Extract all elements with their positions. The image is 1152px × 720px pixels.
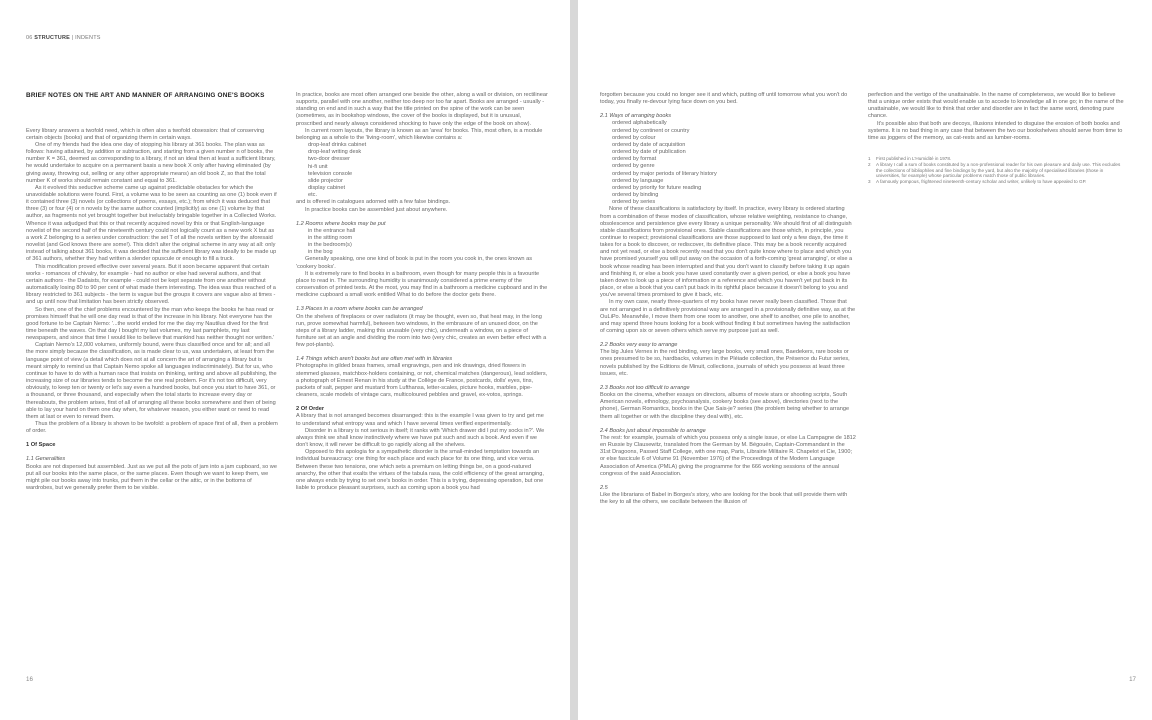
body-paragraph: Captain Nemo's 12,000 volumes, uniformly bound, were thus classified once and for all; and all the more simply because the classification, as is made clear to us, was undertaken, at least from the language point of view (a detail which does not at all concern the art of arranging a library but is meant simply to remind us that Captain Nemo spoke all languages indiscriminately). But for us, who continue to have to do with a human race that insists on thinking, writing and above all publishing, the increasing size of our libraries tends to become the one real problem. For it's not too difficult, very obviously, to keep ten or twenty or let's say even a hundred books, but once you start to have 361, or a thousand, or three thousand, and especially when the total starts to increase every day or thereabouts, the problem arises, first of all of arranging all these books somewhere and then of being able to lay your hand on them one day when, for whatever reason, you either want or need to read them at last or even to reread them. bbox=[26, 342, 277, 420]
footnote-text: A famously pompous, frightened nineteenth-century scholar and writer, unlikely to have appealed to GP. bbox=[876, 179, 1087, 185]
list-item: ordered by major periods of literary history bbox=[612, 170, 717, 177]
list-item: in the bog bbox=[308, 249, 333, 256]
col4-paragraphs bbox=[868, 92, 1126, 142]
list-item: two-door dresser bbox=[308, 156, 350, 163]
body-paragraph: In current room layouts, the library is known as an 'area' for books. This, most often, is a module belonging as a whole to the 'living-room', which likewise contains a: bbox=[296, 127, 543, 141]
things-text: Photographs in gilded brass frames, small engravings, pen and ink drawings, dried flowers in stemmed glasses, matchbox-holders containing, or not, chemical matches (dangerous), lead soldiers, a photograph of Ernest Renan in his study at the Collège de France, postcards, dolls' eyes, tins, packets of salt, pepper and mustard from Lufthansa, letter-scales, picture hooks, marbles, pipe-cleaners, scale models of vintage cars, multicoloured pebbles and gravel, ex-votos, springs. bbox=[296, 363, 548, 399]
generalities-text: Books are not dispersed but assembled. Just as we put all the pots of jam into a jam cupboard, so we put all our books into the same place, or the same places. Even though we want to keep them, we might pile our books away into trunks, put them in the cellar or the attic, or in the bottoms of wardrobes, but we generally prefer them to be visible. bbox=[26, 463, 277, 492]
subheading-easy: 2.2 Books very easy to arrange bbox=[600, 342, 678, 349]
col2-after-list bbox=[296, 199, 548, 213]
body-paragraph: Every library answers a twofold need, which is often also a twofold obsession: that of conserving certain objects (books) and that of organizing them in certain ways. bbox=[26, 127, 265, 141]
body-paragraph: None of these classifications is satisfactory by itself. In practice, every library is ordered starting from a combination of these modes of classification, whose relative weighting, resistance to change, obsolescence and persistence give every library a unique personality. We should first of all distinguish stable classifications from provisional ones. Stable classifications are those which, in principle, you continue to respect; provisional classifications are those supposed to last only a few days, the time it takes for a book to discover, or rediscover, its definitive place. This may be a book recently acquired and not yet read, or else a book recently read that you don't quite know where to place and which you have promised yourself you will put away on the occasion of a forth-coming 'great arranging', or else a book whose reading has been interrupted and that you don't want to classify before taking it up again and finishing it, or else a book you have used constantly over a given period, or else a book you have taken down to look up a piece of information or a reference and which you haven't yet put back in its place, or else a book that you can't put back in its rightful place because it doesn't belong to you and you've several times promised to give it back, etc. bbox=[600, 206, 853, 299]
list-item: ordered by colour bbox=[612, 134, 656, 141]
body-paragraph: As it evolved this seductive scheme came up against predictable obstacles for which the unavoidable solutions were found. First, a volume was to be seen as counting as one (1) book even if it contained three (3) novels (or collections of poems, essays, etc.); from which it was deduced that three (3) or four (4) or n novels by the same author counted (implicitly) as one (1) volume by that author, as fragments not yet brought together but ineluctably bringable together in a Collected Works. Whence it was adjudged that this or that recently acquired novel by this or that English-language novelist of the second half of the nineteenth century could not logically count as a new work X but as a work Z belonging to a series under construction: the set T of all the novels written by the aforesaid novelist (and God knows there are some!). This didn't alter the original scheme in any way at all: only instead of talking about 361 books, it was decided that the sufficient library was ideally to be made up of 361 authors, whether they had written a slender opuscule or enough to fill a truck. bbox=[26, 184, 277, 263]
col2-after-rooms bbox=[296, 256, 548, 299]
order-paragraphs bbox=[296, 413, 548, 492]
list-item: ordered by format bbox=[612, 156, 657, 163]
article-title: BRIEF NOTES ON THE ART AND MANNER OF ARRANGING ONE'S BOOKS bbox=[26, 92, 265, 99]
list-item: display cabinet bbox=[308, 185, 346, 192]
body-paragraph: It is extremely rare to find books in a bathroom, even though for many people this is a favourite place to read in. The surrounding humidity is unanimously considered a prime enemy of the conservation of printed texts. At the most, you may find in a bathroom a medicine cupboard and in the medicine cupboard a small work entitled What to do before the doctor gets there. bbox=[296, 270, 548, 299]
body-paragraph: Disorder in a library is not serious in itself; it ranks with 'Which drawer did I put my socks in?'. We always think we shall know instinctively where we have put such and such a book. And even if we don't know, it will never be difficult to go rapidly along all the shelves. bbox=[296, 427, 545, 449]
list-item: in the bedroom(s) bbox=[308, 242, 352, 249]
footnotes bbox=[868, 156, 1126, 185]
subheading-places: 1.3 Places in a room where books can be arranged bbox=[296, 306, 423, 313]
subsection-name: INDENTS bbox=[75, 35, 101, 41]
body-paragraph: Thus the problem of a library is shown to be twofold: a problem of space first of all, then a problem of order. bbox=[26, 421, 278, 435]
list-item: television console bbox=[308, 170, 353, 177]
list-item: ordered alphabetically bbox=[612, 120, 667, 127]
page-number-left: 16 bbox=[26, 676, 33, 683]
footnote-text: A library I call a sum of books constituted by a non-professional reader for his own pleasure and daily use. This excludes the collections of bibliophiles and fine bindings by the yard, but also the majority of specialised libraries (those in universities, for example) whose particular problems match those of public libraries. bbox=[876, 161, 1121, 179]
list-item: ordered by genre bbox=[612, 163, 655, 170]
body-paragraph: In practice, books are most often arranged one beside the other, along a wall or division, on rectilinear supports, parallel with one another, neither too deep nor too far apart. Books are arranged - usually - standing on end and in such a way that the title printed on the spine of the work can be seen (sometimes, as in bookshop windows, the cover of the books is displayed, but it is unusual, proscribed and nearly always considered shocking to have only the edge of the book on show). bbox=[296, 92, 548, 127]
list-item: ordered by language bbox=[612, 177, 664, 184]
list-item: ordered by series bbox=[612, 199, 656, 206]
rooms-list bbox=[296, 228, 548, 257]
list-item: ordered by binding bbox=[612, 192, 659, 199]
section-name: STRUCTURE bbox=[34, 35, 70, 41]
column-1 bbox=[26, 92, 278, 492]
subheading-ways: 2.1 Ways of arranging books bbox=[600, 113, 672, 120]
chapter-number: 06 bbox=[26, 35, 33, 41]
body-paragraph: It's possible also that both are decoys, illusions intended to disguise the erosion of both books and systems. It is no bad thing in any case that between the two our bookshelves should serve from time to time as joggers of the memory, as cat-rests and as lumber-rooms. bbox=[868, 120, 1123, 141]
column-4 bbox=[868, 92, 1126, 185]
section-heading-order: 2 Of Order bbox=[296, 406, 325, 413]
list-item: drop-leaf drinks cabinet bbox=[308, 142, 367, 149]
right-page bbox=[578, 0, 1152, 720]
list-item: in the sitting room bbox=[308, 234, 353, 241]
list-item: ordered by date of publication bbox=[612, 149, 686, 156]
left-page bbox=[0, 0, 570, 720]
list-item: in the entrance hall bbox=[308, 227, 356, 234]
list-item: etc. bbox=[308, 192, 318, 199]
page-number-right: 17 bbox=[1129, 676, 1136, 683]
col2-intro bbox=[296, 92, 548, 142]
list-item: slide projector bbox=[308, 177, 343, 184]
body-paragraph: and is offered in catalogues adorned with a few false bindings. bbox=[296, 199, 451, 206]
body-paragraph: This modification proved effective over several years. But it soon became apparent that certain works - romances of chivalry, for example - had no author or else had several authors, and that certain authors - the Dadaists, for example - could not be kept separate from one another without automatically losing 80 to 90 per cent of what made them interesting. The idea was thus reached of a library restricted to 361 subjects - the term is vague but the groups it covers are vague also at times - and up until now that limitation has been strictly observed. bbox=[26, 263, 276, 306]
body-paragraph: In practice books can be assembled just about anywhere. bbox=[305, 206, 448, 213]
easy-text: The big Jules Vernes in the red binding, very large books, very small ones, Baedekers, rare books or ones presumed to be so, hardbacks, volumes in the Pléiade collection, the Présence du Futur series, novels published by the Editions de Minuit, collections, journals of which you possess at least three issues, etc. bbox=[600, 349, 850, 377]
body-paragraph: perfection and the vertigo of the unattainable. In the name of completeness, we would like to believe that a unique order exists that would enable us to accede to knowledge all in one go; in the name of the unattainable, we would like to think that order and disorder are in fact the same word, denoting pure chance. bbox=[868, 92, 1124, 120]
subheading-2-5: 2.5 bbox=[600, 484, 608, 491]
body-paragraph: A library that is not arranged becomes disarranged: this is the example I was given to try and get me to understand what entropy was and which I have several times verified experimentally. bbox=[296, 413, 544, 427]
list-item: ordered by date of acquisition bbox=[612, 141, 686, 148]
furniture-list bbox=[296, 142, 548, 199]
body-paragraph: Opposed to this apologia for a sympathetic disorder is the small-minded temptation towards an individual bureaucracy: one thing for each place and each place for its one thing, and vice versa. Between these two tensions, one which sets a premium on letting things be, on a good-natured anarchy, the other that exalts the virtues of the tabula rasa, the cold efficiency of the great arranging, one always ends by trying to set one's books in order. This is a trying, depressing operation, but one liable to produce pleasant surprises, such as coming upon a book you had bbox=[296, 449, 544, 491]
subheading-things: 1.4 Things which aren't books but are often met with in libraries bbox=[296, 356, 453, 363]
body-paragraph: Generally speaking, one one kind of book is put in the room you cook in, the ones known as 'cookery books'. bbox=[296, 256, 532, 270]
footnote-number: 3 bbox=[868, 179, 871, 185]
body-paragraph: In my own case, nearly three-quarters of my books have never really been classified. Those that are not arranged in a definitively provisional way are arranged in a provisionally definitive way, as at the OuLiPo. Meanwhile, I move them from one room to another, one shelf to another, one pile to another, and may spend three hours looking for a book without finding it but sometimes having the satisfaction of coming upon six or seven others which serve my purpose just as well. bbox=[600, 299, 856, 334]
subheading-generalities: 1.1 Generalities bbox=[26, 456, 66, 463]
col3-intro: forgotten because you could no longer see it and which, putting off until tomorrow what you won't do today, you finally re-devour lying face down on you bed. bbox=[600, 92, 848, 106]
subheading-impossible: 2.4 Books just about impossible to arrange bbox=[600, 427, 706, 434]
subheading-not-difficult: 2.3 Books not too difficult to arrange bbox=[600, 384, 690, 391]
footnote-number: 2 bbox=[868, 161, 871, 167]
footnote-text: First published in L'Humidité in 1978. bbox=[876, 156, 952, 162]
column-3 bbox=[600, 92, 856, 506]
section-heading-space: 1 Of Space bbox=[26, 442, 56, 449]
places-text: On the shelves of fireplaces or over radiators (it may be thought, even so, that heat may, in the long run, prove somewhat harmful), between two windows, in the embrasure of an unused door, on the steps of a library ladder, making this unusable (very chic), underneath a window, on a piece of furniture set at an angle and dividing the room into two (very chic, creates an even better effect with a few pot-plants). bbox=[296, 313, 547, 349]
footnote bbox=[868, 162, 1126, 179]
running-header: 06 STRUCTURE | INDENTS bbox=[26, 35, 101, 41]
list-item: ordered by priority for future reading bbox=[612, 184, 702, 191]
list-item: hi-fi unit bbox=[308, 163, 328, 170]
col1-paragraphs bbox=[26, 128, 278, 436]
col3-after-list bbox=[600, 206, 856, 335]
body-paragraph: One of my friends had the idea one day of stopping his library at 361 books. The plan was as follows: having attained, by addition or subtraction, and starting from a given number n of books, the number K = 361, deemed as corresponding to a library, if not an ideal then at least a sufficient library, he would undertake to acquire on a permanent basis a new book X only after having eliminated (by giving away, throwing out, selling or any other appropriate means) an old book Z, so that the total number K of works should remain constant and equal to 361. bbox=[26, 141, 276, 184]
list-item: ordered by continent or country bbox=[612, 127, 690, 134]
body-paragraph: So then, one of the chief problems encountered by the man who keeps the books he has read or promises himself that he will one day read is that of the increase in his library. Not everyone has the good fortune to be Captain Nemo: '...the world ended for me the day my Nautilus dived for the first time beneath the waves. On that day I bought my last volumes, my last pamphlets, my last newspapers, and since that time I would like to believe that mankind has neither thought nor written.' bbox=[26, 306, 275, 342]
list-item: drop-leaf writing desk bbox=[308, 149, 362, 156]
subheading-rooms: 1.2 Rooms where books may be put bbox=[296, 220, 386, 227]
column-2 bbox=[296, 92, 548, 492]
footnote bbox=[868, 179, 1126, 185]
book-gutter bbox=[570, 0, 578, 720]
footnote-number: 1 bbox=[868, 156, 871, 162]
babel-text: Like the librarians of Babel in Borges's story, who are looking for the book that will provide them with the key to all the others, we oscillate between the illusion of bbox=[600, 491, 848, 506]
not-difficult-text: Books on the cinema, whether essays on directors, albums of movie stars or shooting scripts, South American novels, ethnology, psychoanalysis, cookery books (see above), directories (next to the phone), German Romantics, books in the Que Sais-je? series (the problem being whether to arrange them all together or with the discipline they deal with), etc. bbox=[600, 392, 850, 420]
ordering-list bbox=[600, 120, 856, 206]
impossible-text: The rest: for example, journals of which you possess only a single issue, or else La Campagne de 1812 en Russie by Clausewitz, translated from the German by M. Bégouën, Captain-Commandant in the 31st Dragoons, Passed Staff College, with one map, Paris, Librairie Militaire R. Chapelot et Cie, 1900; or else fascicule 6 of Volume 91 (November 1976) of the Proceedings of the Modern Language Association of America (PMLA) giving the programme for the 666 working sessions of the annual congress of the said Association. bbox=[600, 434, 856, 477]
